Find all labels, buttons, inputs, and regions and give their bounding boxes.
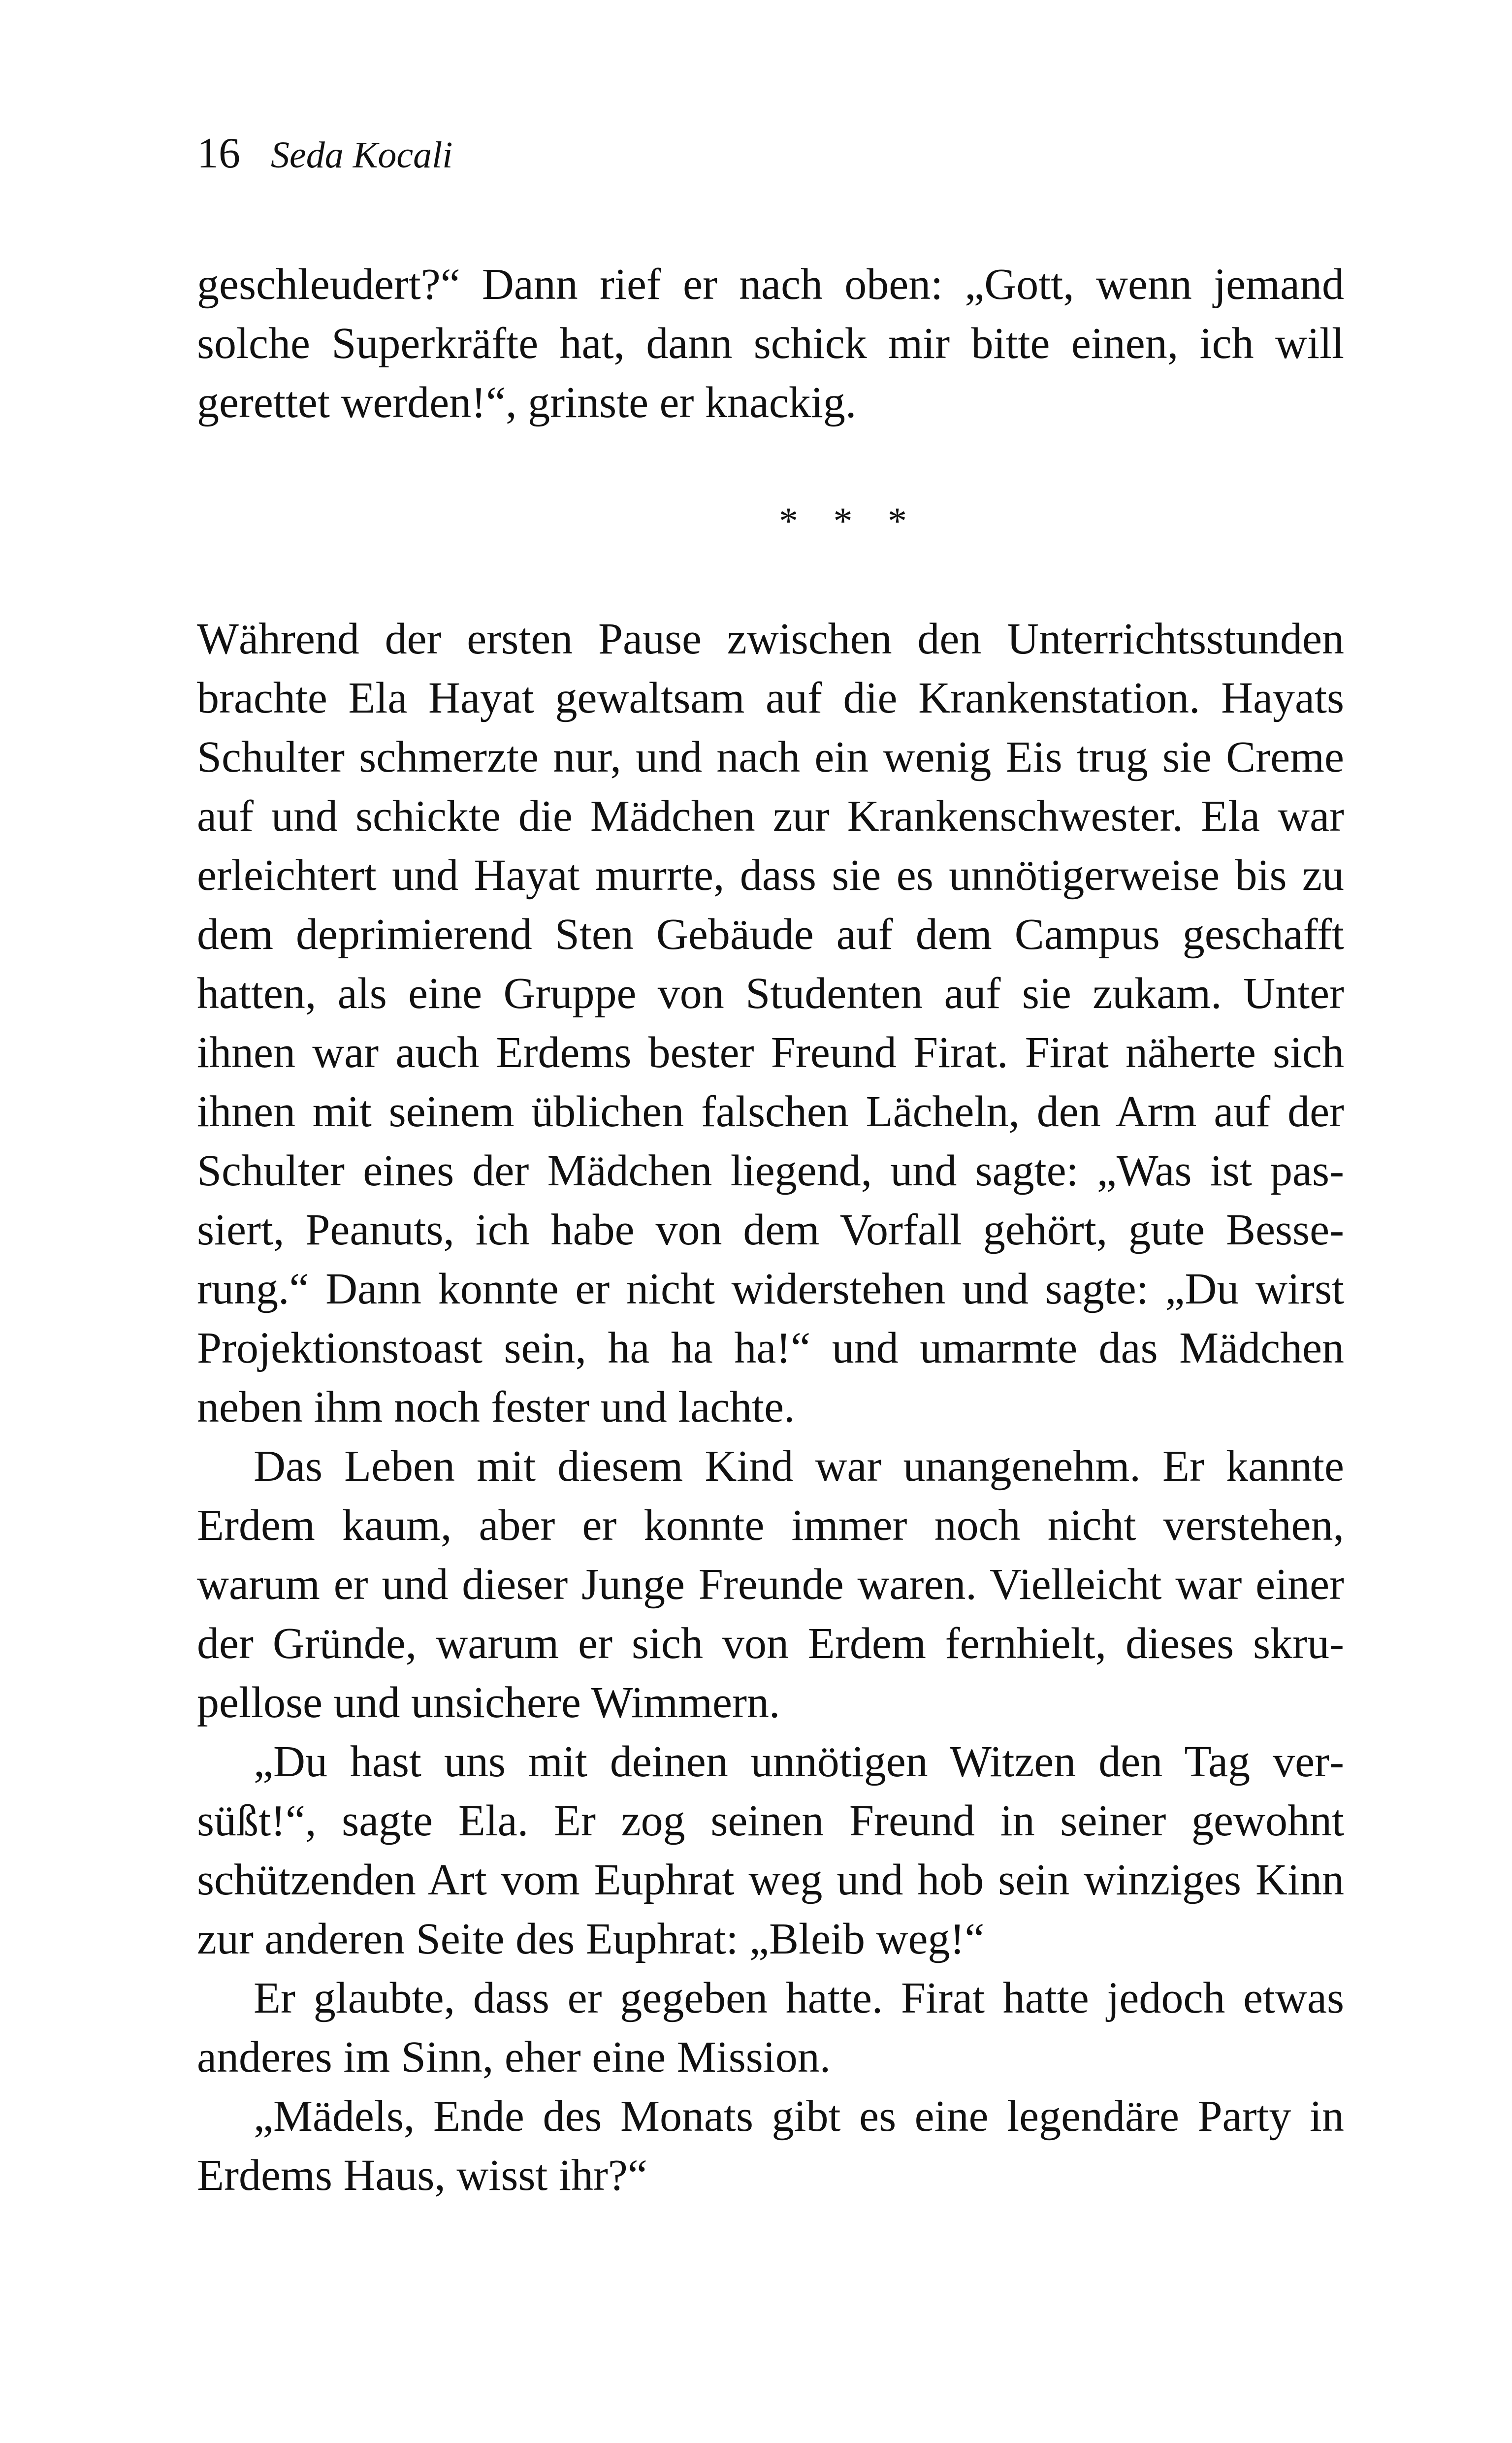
paragraph: Er glaubte, dass er gegeben hatte. Firat hatte jedoch etwas anderes im Sinn, eher eine Mission. xyxy=(197,1974,1344,2082)
paragraph: Während der ersten Pause zwischen den Unterrichtsstunden brachte Ela Hayat gewaltsam auf die Krankenstation. Hayats Schulter schmerzte nur, und nach ein wenig Eis trug sie Creme auf und schickte die Mädchen zur Krankenschwester. Ela war erleichtert und Hayat murrte, dass sie es unnötigerweise bis zu dem deprimierend Sten Gebäude auf dem Campus geschafft hatten, als eine Gruppe von Studenten auf sie zukam. Unter ihnen war auch Erdems bester Freund Firat. Firat näherte sich ihnen mit seinem üblichen falschen Lächeln, den Arm auf der Schulter eines der Mädchen liegend, und sagte: „Was ist passiert, Peanuts, ich habe von dem Vorfall gehört, gute Besserung.“ Dann konnte er nicht widerstehen und sagte: „Du wirst Projektionstoast sein, ha ha ha!“ und umarmte das Mädchen neben ihm noch fester und lachte. xyxy=(197,615,1344,1432)
paragraph: „Du hast uns mit deinen unnötigen Witzen den Tag versüßt!“, sagte Ela. Er zog seinen Freund in seiner gewohnt schützenden Art vom Euphrat weg und hob sein winziges Kinn zur anderen Seite des Euphrat: „Bleib weg!“ xyxy=(197,1737,1344,1963)
book-page xyxy=(197,0,1344,2443)
page-number: 16 xyxy=(197,130,240,177)
scene-break: * * * xyxy=(779,499,920,542)
running-head xyxy=(197,132,452,175)
paragraph: „Mädels, Ende des Monats gibt es eine legendäre Party in Erdems Haus, wisst ihr?“ xyxy=(197,2092,1344,2200)
paragraph: Das Leben mit diesem Kind war unangenehm. Er kannte Erdem kaum, aber er konnte immer noch nicht verstehen, warum er und dieser Junge Freunde waren. Vielleicht war einer der Gründe, warum er sich von Erdem fernhielt, dieses skrupellose und unsichere Wimmern. xyxy=(197,1442,1344,1727)
author-name: Seda Kocali xyxy=(271,134,453,176)
body-text xyxy=(197,255,1344,2205)
paragraph-continued: geschleudert?“ Dann rief er nach oben: „Gott, wenn jemand solche Superkräfte hat, dann schick mir bitte einen, ich will gerettet werden!“, grinste er knackig. xyxy=(197,260,1344,427)
